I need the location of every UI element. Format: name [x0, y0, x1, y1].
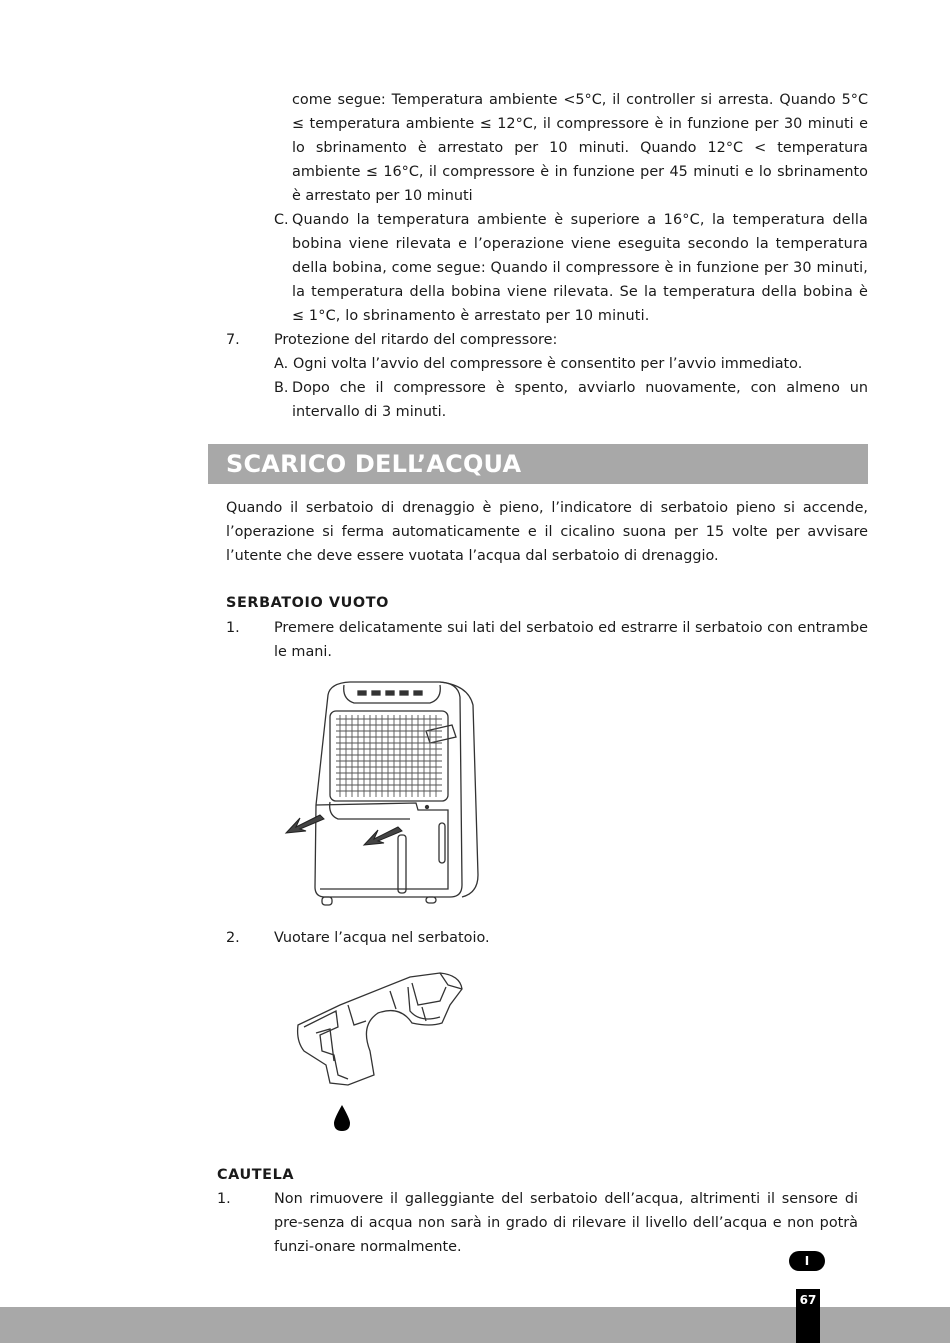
cautela-heading: CAUTELA: [217, 1167, 295, 1183]
page-number-box: [796, 1289, 820, 1343]
item-7a-letter: A.: [274, 356, 289, 372]
section-banner: [208, 444, 868, 484]
language-label: I: [804, 1254, 810, 1268]
section-intro: Quando il serbatoio di drenaggio è pieno, l’indicatore di serbatoio pieno si accende, l’operazione si ferma automaticamente e il cicalino suona per 15 volte per avvisare l’utente che deve essere vuotata l’acqua dal serbatoio di drenaggio.: [226, 500, 868, 564]
step-2-number: 2.: [226, 930, 240, 946]
serbatoio-vuoto-heading: SERBATOIO VUOTO: [226, 595, 390, 611]
item-b-continuation: come segue: Temperatura ambiente <5°C, il controller si arresta. Quando 5°C ≤ temperatura ambiente ≤ 12°C, il compressore è in funzione per 30 minuti e lo sbrinamento è arrestato per 10 minuti. Quando 12°C < temperatura ambiente ≤ 16°C, il compressore è in funzione per 45 minuti e lo sbrinamento è arrestato per 10 minuti: [292, 92, 868, 204]
step-1-number: 1.: [226, 620, 240, 636]
dehumidifier-tank-removal-illustration: [280, 675, 495, 920]
item-7a-text: Ogni volta l’avvio del compressore è consentito per l’avvio immediato.: [293, 356, 803, 372]
item-7-text: Protezione del ritardo del compressore:: [274, 332, 558, 348]
step-1-text: Premere delicatamente sui lati del serbatoio ed estrarre il serbatoio con entrambe le mani.: [274, 620, 868, 660]
item-7b-text: Dopo che il compressore è spento, avviarlo nuovamente, con almeno un intervallo di 3 minuti.: [292, 380, 868, 420]
section-title: SCARICO DELL’ACQUA: [226, 450, 522, 478]
item-7-number: 7.: [226, 332, 240, 348]
item-c-letter: C.: [274, 212, 289, 228]
step-2-text: Vuotare l’acqua nel serbatoio.: [274, 930, 490, 946]
language-badge: [789, 1251, 825, 1271]
item-7b-letter: B.: [274, 380, 289, 396]
page-number: 67: [799, 1293, 817, 1307]
cautela-item-1-number: 1.: [217, 1191, 231, 1207]
item-c-text: Quando la temperatura ambiente è superiore a 16°C, la temperatura della bobina viene rilevata e l’operazione viene eseguita secondo la temperatura della bobina, come segue: Quando il compressore è in funzione per 30 minuti, la temperatura della bobina viene rilevata. Se la temperatura della bobina è ≤ 1°C, lo sbrinamento è arrestato per 10 minuti.: [292, 212, 868, 324]
cautela-item-1-text: Non rimuovere il galleggiante del serbatoio dell’acqua, altrimenti il sensore di pre-senza di acqua non sarà in grado di rilevare il livello dell’acqua e non potrà funzi-onare normalmente.: [274, 1191, 858, 1255]
water-tank-emptying-illustration: [290, 965, 470, 1135]
